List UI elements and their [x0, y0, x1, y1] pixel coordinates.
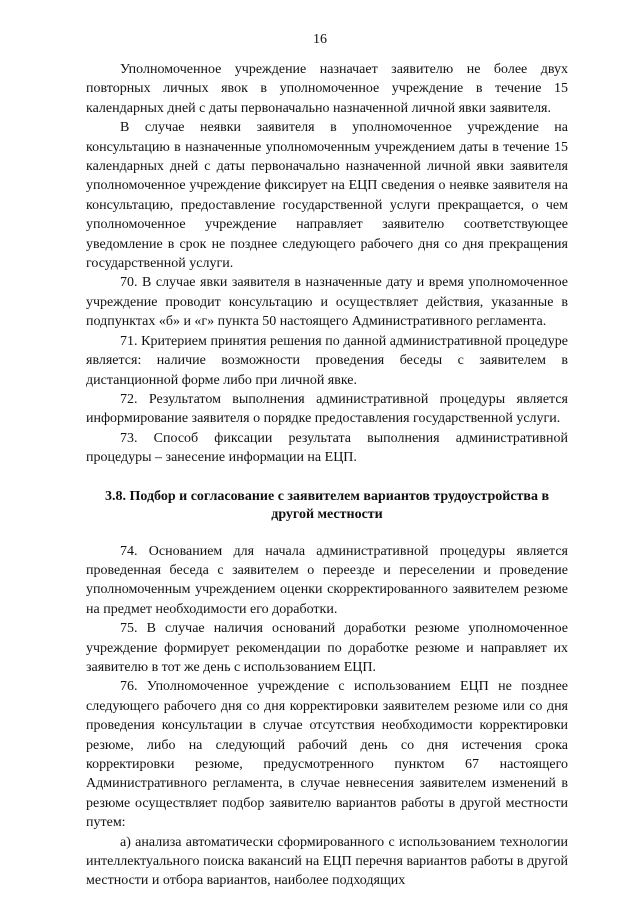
document-body: [86, 60, 568, 891]
paragraph: 76. Уполномоченное учреждение с использованием ЕЦП не позднее следующего рабочего дня со дня корректировки заявителем резюме или со дня проведения консультации в случае отсутствия необходимости корректировки резюме, либо на следующий рабочий день со дня истечения срока корректировки резюме, предусмотренного пунктом 67 настоящего Административного регламента, в случае невнесения заявителем изменений в резюме осуществляет подбор заявителю вариантов работы в другой местности путем:: [86, 679, 568, 831]
paragraph: 74. Основанием для начала административной процедуры является проведенная беседа с заявителем о переезде и переселении и проведение уполномоченным учреждением оценки скорректированного заявителем резюме на предмет необходимости его доработки.: [86, 543, 568, 617]
paragraph: 72. Результатом выполнения административной процедуры является информирование заявителя о порядке предоставления государственной услуги.: [86, 391, 568, 427]
paragraph: 73. Способ фиксации результата выполнения административной процедуры – занесение информации на ЕЦП.: [86, 430, 568, 466]
paragraph: 71. Критерием принятия решения по данной административной процедуре является: наличие возможности проведения беседы с заявителем в дистанционной форме либо при личной явке.: [86, 333, 568, 388]
paragraph: 70. В случае явки заявителя в назначенные дату и время уполномоченное учреждение проводит консультацию и осуществляет действия, указанные в подпунктах «б» и «г» пункта 50 настоящего Административного регламента.: [86, 275, 568, 330]
paragraph: В случае неявки заявителя в уполномоченное учреждение на консультацию в назначенные уполномоченным учреждением даты в течение 15 календарных дней с даты первоначально назначенной личной явки заявителя уполномоченное учреждение фиксирует на ЕЦП сведения о неявке заявителя на консультацию, предоставление государственной услуги прекращается, о чем уполномоченное учреждение направляет заявителю соответствующее уведомление в срок не позднее следующего рабочего дня со дня прекращения государственной услуги.: [86, 120, 568, 272]
paragraph: Уполномоченное учреждение назначает заявителю не более двух повторных личных явок в уполномоченное учреждение в течение 15 календарных дней с даты первоначально назначенной личной явки заявителя.: [86, 62, 568, 116]
page-number: 16: [313, 32, 327, 47]
paragraph: 75. В случае наличия оснований доработки резюме уполномоченное учреждение формирует рекомендации по доработке резюме и направляет их заявителю в тот же день с использованием ЕЦП.: [86, 621, 568, 675]
section-heading: 3.8. Подбор и согласование с заявителем вариантов трудоустройства в другой местности: [104, 488, 550, 522]
paragraph: а) анализа автоматически сформированного с использованием технологии интеллектуального поиска вакансий на ЕЦП перечня вариантов работы в другой местности и отбора вариантов, наиболее подходящих: [86, 834, 568, 889]
